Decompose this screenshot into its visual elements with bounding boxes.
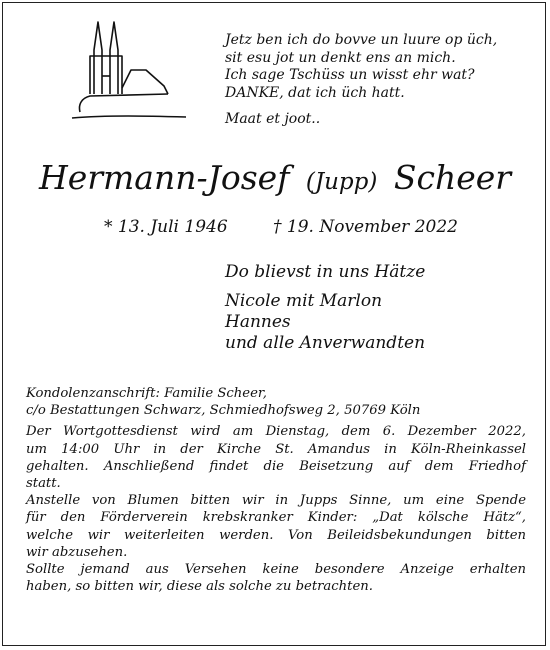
poem-line: sit esu jot un denkt ens an mich. [225, 49, 456, 66]
service-info [26, 423, 526, 492]
notice-line: haben, so bitten wir, diese als solche zu betrachten. [26, 579, 373, 595]
poem-line: Jetz ben ich do bovve un luure op üch, [225, 32, 498, 48]
service-line: gehalten. Anschließend findet die Beisetzung auf dem Friedhof [26, 458, 526, 474]
condolence-address [26, 385, 526, 419]
death-date: † 19. November 2022 [273, 217, 458, 237]
notice-text [26, 385, 526, 595]
service-line: Der Wortgottesdienst wird am Dienstag, dem 6. Dezember 2022, [26, 424, 526, 440]
mourners-block [225, 262, 425, 354]
donation-line: für den Förderverein krebskranker Kinder: „Dat kölsche Hätz“, [26, 510, 526, 526]
mourner-line: und alle Anverwandten [225, 333, 426, 353]
nickname: (Jupp) [305, 169, 378, 195]
mourner-line: Hannes [225, 312, 291, 332]
first-name: Hermann-Josef [38, 158, 290, 197]
mourner-line: Nicole mit Marlon [225, 291, 383, 311]
poem-line: Ich sage Tschüss un wisst ehr wat? [225, 67, 475, 83]
mourners-intro: Do blievst in uns Hätze [225, 262, 426, 282]
cologne-cathedral-icon [68, 16, 188, 128]
birth-date: * 13. Juli 1946 [104, 217, 228, 237]
address-line: Kondolenzanschrift: Familie Scheer, [26, 386, 267, 401]
poem-signoff: Maat et joot.. [225, 111, 321, 127]
donation-line: Anstelle von Blumen bitten wir in Jupps Sinne, um eine Spende [26, 493, 526, 509]
service-line: statt. [26, 476, 61, 492]
last-name: Scheer [393, 158, 512, 197]
service-line: um 14:00 Uhr in der Kirche St. Amandus in Köln-Rheinkassel [26, 441, 526, 457]
farewell-poem [225, 32, 497, 129]
donation-info [26, 492, 526, 561]
donation-line: wir abzusehen. [26, 544, 128, 560]
deceased-name [0, 158, 550, 202]
address-line: c/o Bestattungen Schwarz, Schmiedhofsweg 2, 50769 Köln [26, 403, 421, 419]
donation-line: welche wir weiterleiten werden. Von Beileidsbekundungen bitten [26, 527, 526, 543]
poem-line: DANKE, dat ich üch hatt. [225, 84, 405, 101]
notice-line: Sollte jemand aus Versehen keine besondere Anzeige erhalten [26, 562, 526, 578]
no-notice-info [26, 561, 526, 595]
